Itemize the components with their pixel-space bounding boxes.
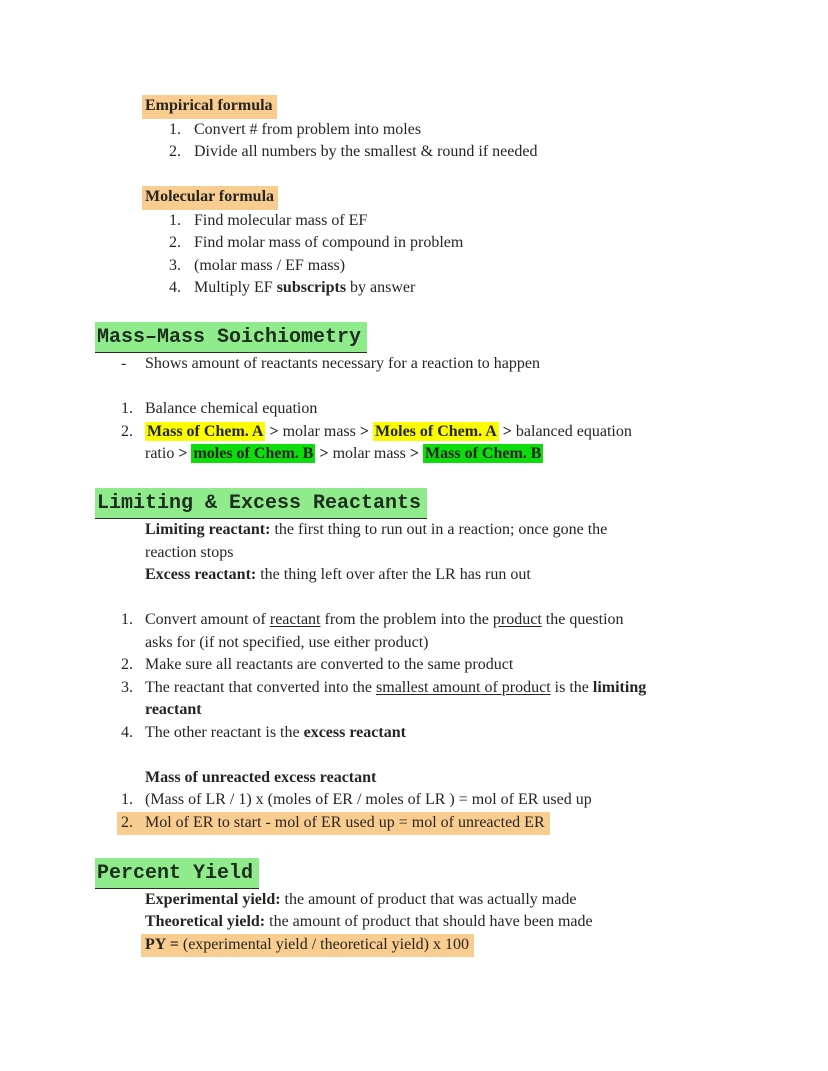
text-line — [145, 609, 731, 632]
list-item — [121, 398, 731, 421]
mass-mass-heading — [95, 322, 731, 353]
list-item-highlighted — [117, 812, 550, 836]
text-segment: > — [269, 422, 279, 440]
list-marker: 4. — [169, 279, 181, 296]
list-item — [121, 421, 731, 466]
text-segment: molar mass — [328, 445, 410, 462]
list-item — [169, 210, 731, 233]
list-marker: 1. — [169, 120, 181, 138]
text-segment: by answer — [346, 279, 416, 296]
text-line — [145, 677, 731, 700]
bullet-item — [121, 353, 731, 376]
text-segment: Excess reactant: — [145, 566, 257, 583]
list-item — [169, 119, 731, 142]
blank-line — [97, 466, 731, 489]
text-segment: from the problem into the — [320, 611, 493, 628]
mass-mass-heading-text: Mass–Mass Soichiometry — [95, 322, 367, 353]
text-segment: The reactant that converted into the — [145, 678, 377, 696]
limiting-step-list — [97, 609, 731, 744]
unreacted-excess-subheading: Mass of unreacted excess reactant — [145, 768, 377, 786]
list-marker: 2. — [169, 143, 181, 160]
mass-mass-bullet-list — [97, 353, 731, 376]
text-segment: the thing left over after the LR has run out — [256, 566, 531, 583]
mass-mass-step-list — [97, 398, 731, 466]
bullet-marker: - — [121, 355, 127, 372]
text-segment: subscripts — [276, 279, 347, 296]
limiting-reactant-definition — [145, 519, 731, 564]
list-text — [145, 421, 731, 466]
list-item — [121, 609, 731, 654]
text-segment: moles of Chem. B — [193, 445, 314, 462]
list-text: (molar mass / EF mass) — [194, 256, 346, 274]
list-text: Mol of ER to start - mol of ER used up = mol of unreacted ER — [145, 813, 545, 831]
text-segment: reactant — [269, 611, 321, 628]
section-molecular-formula — [97, 186, 731, 300]
text-segment: Theoretical yield: — [145, 913, 266, 930]
molecular-formula-list — [97, 210, 731, 300]
list-item — [169, 277, 731, 300]
list-text: Balance chemical equation — [145, 400, 318, 417]
excess-reactant-definition — [145, 564, 731, 587]
text-segment: The other reactant is the — [145, 723, 304, 741]
section-mass-mass-stoichiometry — [97, 322, 731, 466]
unreacted-excess-list — [97, 789, 731, 835]
list-item — [169, 232, 731, 255]
text-segment: > — [409, 445, 420, 462]
text-segment: smallest amount of product — [376, 678, 551, 696]
list-item — [121, 722, 731, 745]
empirical-formula-list — [97, 119, 731, 164]
list-marker: 2. — [121, 422, 133, 440]
list-text — [194, 277, 731, 300]
section-empirical-formula — [97, 95, 731, 164]
text-line — [145, 443, 731, 466]
text-segment: Convert amount of — [145, 611, 270, 628]
list-marker: 3. — [169, 256, 181, 274]
blank-line — [97, 744, 731, 767]
text-segment: > — [502, 422, 512, 440]
percent-yield-formula-row — [97, 934, 731, 958]
list-marker: 1. — [121, 400, 133, 417]
blank-line — [97, 835, 731, 858]
molecular-formula-heading — [142, 186, 731, 210]
blank-line — [97, 300, 731, 323]
list-text: Find molar mass of compound in problem — [194, 234, 464, 251]
text-segment: balanced equation — [511, 422, 632, 440]
list-marker: 4. — [121, 723, 133, 741]
list-text — [145, 609, 731, 654]
list-text — [145, 722, 731, 745]
text-segment: > — [178, 445, 188, 462]
text-line — [145, 632, 731, 655]
blank-line — [97, 587, 731, 610]
text-segment: is the — [550, 678, 593, 696]
text-segment: excess reactant — [303, 723, 406, 741]
text-segment: Limiting reactant: — [145, 521, 271, 538]
percent-yield-formula — [141, 934, 474, 958]
text-segment: Experimental yield: — [145, 890, 281, 908]
text-segment: molar mass — [278, 422, 360, 440]
percent-yield-heading-text: Percent Yield — [95, 858, 259, 889]
list-marker: 1. — [121, 611, 133, 628]
theoretical-yield-definition — [145, 911, 731, 934]
text-segment: the amount of product that should have been made — [265, 913, 593, 930]
text-segment: Multiply EF — [194, 279, 277, 296]
list-item — [121, 789, 731, 812]
list-item — [169, 255, 731, 278]
text-segment: the question — [541, 611, 624, 628]
text-segment: PY = — [145, 935, 179, 953]
text-line — [145, 421, 731, 444]
percent-yield-heading — [95, 858, 731, 889]
text-line — [145, 519, 731, 542]
list-marker: 1. — [121, 791, 133, 808]
text-segment: reaction stops — [145, 543, 234, 561]
text-segment: product — [492, 611, 542, 628]
text-segment: the amount of product that was actually made — [280, 890, 577, 908]
text-segment: Moles of Chem. A — [375, 422, 497, 440]
list-marker: 1. — [169, 211, 181, 229]
section-percent-yield — [97, 858, 731, 958]
list-item — [169, 141, 731, 164]
text-segment: Mass of Chem. A — [147, 422, 264, 440]
text-segment: limiting — [592, 678, 647, 696]
limiting-excess-heading-text: Limiting & Excess Reactants — [95, 488, 427, 519]
empirical-formula-heading-text: Empirical formula — [142, 95, 277, 119]
text-segment: Mass of Chem. B — [425, 445, 542, 462]
limiting-excess-heading — [95, 488, 731, 519]
text-segment: (experimental yield / theoretical yield) x 100 — [178, 935, 469, 953]
list-text: Make sure all reactants are converted to the same product — [145, 656, 514, 673]
list-marker: 3. — [121, 678, 133, 696]
text-line — [145, 542, 731, 565]
empirical-formula-heading — [142, 95, 731, 119]
text-segment: asks for (if not specified, use either product) — [145, 633, 429, 651]
list-item — [121, 654, 731, 677]
text-line — [145, 699, 731, 722]
list-marker: 2. — [121, 656, 133, 673]
text-line — [145, 564, 731, 587]
text-segment: the first thing to run out in a reaction; once gone the — [270, 521, 608, 538]
list-text: (Mass of LR / 1) x (moles of ER / moles of LR ) = mol of ER used up — [145, 791, 592, 808]
list-item — [121, 677, 731, 722]
experimental-yield-definition — [145, 889, 731, 912]
bullet-text: Shows amount of reactants necessary for a reaction to happen — [145, 355, 540, 372]
list-marker: 2. — [169, 234, 181, 251]
list-text: Convert # from problem into moles — [194, 120, 422, 138]
text-segment: ratio — [145, 445, 179, 462]
list-text — [145, 677, 731, 722]
text-segment: reactant — [145, 701, 202, 718]
section-limiting-excess-reactants — [97, 488, 731, 835]
blank-line — [97, 376, 731, 399]
molecular-formula-heading-text: Molecular formula — [142, 186, 278, 210]
list-text: Find molecular mass of EF — [194, 211, 368, 229]
text-segment: > — [359, 422, 370, 440]
list-text: Divide all numbers by the smallest & round if needed — [194, 143, 538, 160]
blank-line — [97, 164, 731, 187]
list-marker: 2. — [121, 813, 133, 831]
text-segment: > — [319, 445, 329, 462]
